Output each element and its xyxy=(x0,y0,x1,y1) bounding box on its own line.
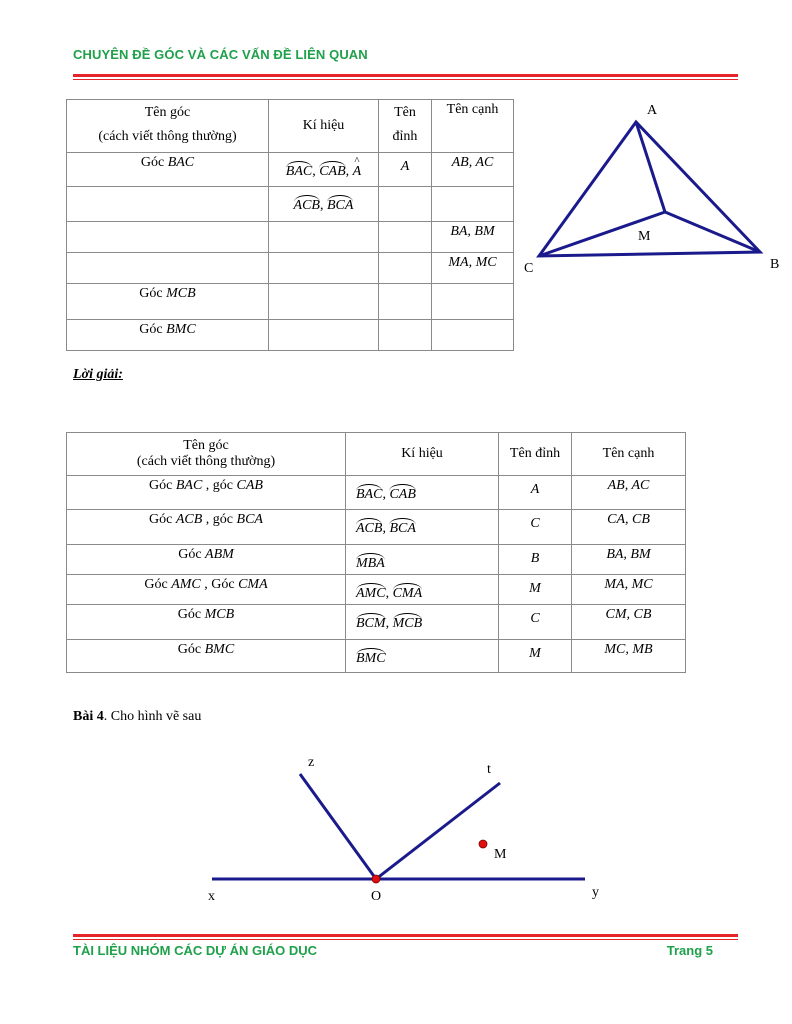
angle-name: BMC xyxy=(204,642,235,657)
header-sides: Tên cạnh xyxy=(432,100,514,153)
cell-vertex: M xyxy=(499,640,572,673)
header-angle-name-line1: Tên góc xyxy=(183,438,229,453)
footer-title: TÀI LIỆU NHÓM CÁC DỰ ÁN GIÁO DỤC xyxy=(73,943,318,958)
angle-name: BAC xyxy=(175,478,203,493)
solution-table xyxy=(66,432,686,673)
cell-vertex: C xyxy=(499,605,572,640)
cell-vertex: A xyxy=(499,476,572,510)
label-c: C xyxy=(524,261,534,276)
angle-name-connector: , Góc xyxy=(204,577,235,592)
angle-symbol: ACB xyxy=(294,195,320,214)
table-row xyxy=(67,510,686,545)
angle-symbol: AMC xyxy=(356,583,386,602)
cell-sides: MC, MB xyxy=(572,640,686,673)
table-row xyxy=(67,187,514,222)
cell-angle-name xyxy=(67,284,269,320)
cell-sides xyxy=(432,320,514,351)
angle-name: AMC xyxy=(171,577,201,592)
cell-symbol xyxy=(269,253,379,284)
symbol-separator: , xyxy=(385,616,393,631)
cell-sides xyxy=(432,187,514,222)
symbol-separator: , xyxy=(385,586,393,601)
exercise-table xyxy=(66,99,514,351)
symbol-separator: , xyxy=(320,198,327,213)
cell-angle-name xyxy=(67,153,269,187)
label-y: y xyxy=(592,885,599,900)
exercise-4-text: . Cho hình vẽ sau xyxy=(103,709,202,724)
cell-sides: MA, MC xyxy=(572,575,686,605)
cell-vertex xyxy=(379,222,432,253)
angle-symbol: BAC xyxy=(356,484,382,503)
cell-angle-name xyxy=(67,476,346,510)
angle-symbol: CAB xyxy=(389,484,415,503)
cell-angle-name xyxy=(67,187,269,222)
header-symbol: Kí hiệu xyxy=(269,100,379,153)
cell-symbol xyxy=(269,222,379,253)
cell-vertex xyxy=(379,284,432,320)
angle-symbol: BMC xyxy=(356,648,386,667)
cell-symbol xyxy=(346,545,499,575)
solution-table-body xyxy=(67,476,686,673)
angle-symbol: MCB xyxy=(393,613,423,632)
label-a: A xyxy=(647,103,658,118)
angle-name-prefix: Góc xyxy=(139,322,163,337)
angle-name-prefix: Góc xyxy=(149,512,173,527)
cell-angle-name xyxy=(67,575,346,605)
footer-rule-thick xyxy=(73,934,738,937)
label-b: B xyxy=(770,257,780,272)
label-m: M xyxy=(638,229,651,244)
cell-angle-name xyxy=(67,545,346,575)
header-vertex xyxy=(379,100,432,153)
angle-symbol: CMA xyxy=(393,583,423,602)
table-row xyxy=(67,320,514,351)
cell-sides: BA, BM xyxy=(572,545,686,575)
ray-oz xyxy=(300,774,376,879)
cell-symbol xyxy=(346,605,499,640)
label-t: t xyxy=(487,762,491,777)
header-title: CHUYÊN ĐỀ GÓC VÀ CÁC VẤN ĐỀ LIÊN QUAN xyxy=(73,47,368,62)
angle-symbol: ^ A xyxy=(353,164,362,180)
cell-vertex: C xyxy=(499,510,572,545)
ray-ot xyxy=(376,783,500,879)
angle-name-alt: BCA xyxy=(236,512,263,527)
angle-name: ABM xyxy=(205,547,234,562)
cell-symbol xyxy=(269,153,379,187)
table-row xyxy=(67,476,686,510)
cell-vertex: B xyxy=(499,545,572,575)
exercise-4-label: Bài 4 xyxy=(73,709,104,724)
rays-figure xyxy=(200,748,640,918)
cell-vertex: M xyxy=(499,575,572,605)
triangle-figure-full xyxy=(510,94,792,294)
page-number: Trang 5 xyxy=(666,943,713,958)
angle-name-connector: , góc xyxy=(205,478,234,493)
footer-rule-thin xyxy=(73,939,738,940)
point-m xyxy=(479,840,487,848)
exercise-4-heading xyxy=(73,709,201,725)
angle-name-prefix: Góc xyxy=(177,642,202,657)
header-angle-name xyxy=(67,100,269,153)
cell-sides: AB, AC xyxy=(572,476,686,510)
cell-symbol xyxy=(346,510,499,545)
label-m: M xyxy=(494,847,507,862)
cell-angle-name xyxy=(67,640,346,673)
cell-vertex xyxy=(379,187,432,222)
cell-vertex xyxy=(379,320,432,351)
angle-name-prefix: Góc xyxy=(144,577,168,592)
angle-symbol: BCM xyxy=(356,613,386,632)
angle-symbol: ACB xyxy=(356,518,382,537)
angle-symbol: BCA xyxy=(327,195,353,214)
label-x: x xyxy=(208,889,215,904)
table-row xyxy=(67,253,514,284)
cell-vertex xyxy=(379,253,432,284)
table-row xyxy=(67,575,686,605)
header-angle-name xyxy=(67,433,346,476)
angle-name-prefix: Góc xyxy=(140,155,165,170)
cell-symbol xyxy=(269,284,379,320)
header-rule-thin xyxy=(73,79,738,80)
cell-sides: MA, MC xyxy=(432,253,514,284)
label-z: z xyxy=(308,755,315,770)
angle-name-connector: , góc xyxy=(205,512,234,527)
angle-name-prefix: Góc xyxy=(178,547,202,562)
cell-sides: CA, CB xyxy=(572,510,686,545)
angle-name: BAC xyxy=(167,155,195,170)
cell-sides: CM, CB xyxy=(572,605,686,640)
cell-sides: AB, AC xyxy=(432,153,514,187)
angle-symbol: CAB xyxy=(319,161,345,180)
cell-symbol xyxy=(346,640,499,673)
angle-name-prefix: Góc xyxy=(149,478,173,493)
cell-symbol xyxy=(269,320,379,351)
angle-name: ACB xyxy=(175,512,203,527)
cell-symbol xyxy=(346,476,499,510)
exercise-table-body xyxy=(67,153,514,351)
cell-sides xyxy=(432,284,514,320)
header-sides: Tên cạnh xyxy=(572,433,686,476)
symbol-separator: , xyxy=(345,164,353,179)
cell-vertex: A xyxy=(379,153,432,187)
point-o xyxy=(372,875,380,883)
cell-symbol xyxy=(269,187,379,222)
angle-name: MCB xyxy=(166,286,196,301)
header-vertex-line1: Tên xyxy=(394,105,416,120)
cell-angle-name xyxy=(67,510,346,545)
table-row xyxy=(67,153,514,187)
symbol-separator: , xyxy=(312,164,320,179)
header-rule-thick xyxy=(73,74,738,77)
table-row xyxy=(67,222,514,253)
angle-symbol: BCA xyxy=(389,518,415,537)
table-row xyxy=(67,284,514,320)
exercise-table-header xyxy=(67,100,514,153)
cell-angle-name xyxy=(67,320,269,351)
solution-label: Lời giải: xyxy=(73,367,123,382)
header-angle-name-line1: Tên góc xyxy=(144,105,191,120)
cell-angle-name xyxy=(67,253,269,284)
symbol-separator: , xyxy=(382,487,390,502)
angle-name: MCB xyxy=(204,607,235,622)
header-vertex-line2: đỉnh xyxy=(392,129,418,144)
angle-name-prefix: Góc xyxy=(139,286,163,301)
cell-sides: BA, BM xyxy=(432,222,514,253)
segment-m-b xyxy=(665,212,760,252)
symbol-separator: , xyxy=(382,521,390,536)
angle-name-prefix: Góc xyxy=(177,607,202,622)
angle-name: BMC xyxy=(166,322,196,337)
header-symbol: Kí hiệu xyxy=(346,433,499,476)
header-vertex: Tên đỉnh xyxy=(499,433,572,476)
angle-symbol: BAC xyxy=(286,161,312,180)
angle-name-alt: CAB xyxy=(236,478,263,493)
cell-symbol xyxy=(346,575,499,605)
header-angle-name-line2: (cách viết thông thường) xyxy=(136,454,276,469)
cell-angle-name xyxy=(67,222,269,253)
label-o: O xyxy=(371,889,382,904)
table-row xyxy=(67,545,686,575)
table-row xyxy=(67,640,686,673)
cell-angle-name xyxy=(67,605,346,640)
table-row xyxy=(67,605,686,640)
solution-table-header xyxy=(67,433,686,476)
angle-name-alt: CMA xyxy=(238,577,268,592)
header-angle-name-line2: (cách viết thông thường) xyxy=(98,129,237,144)
angle-symbol: MBA xyxy=(356,553,385,572)
